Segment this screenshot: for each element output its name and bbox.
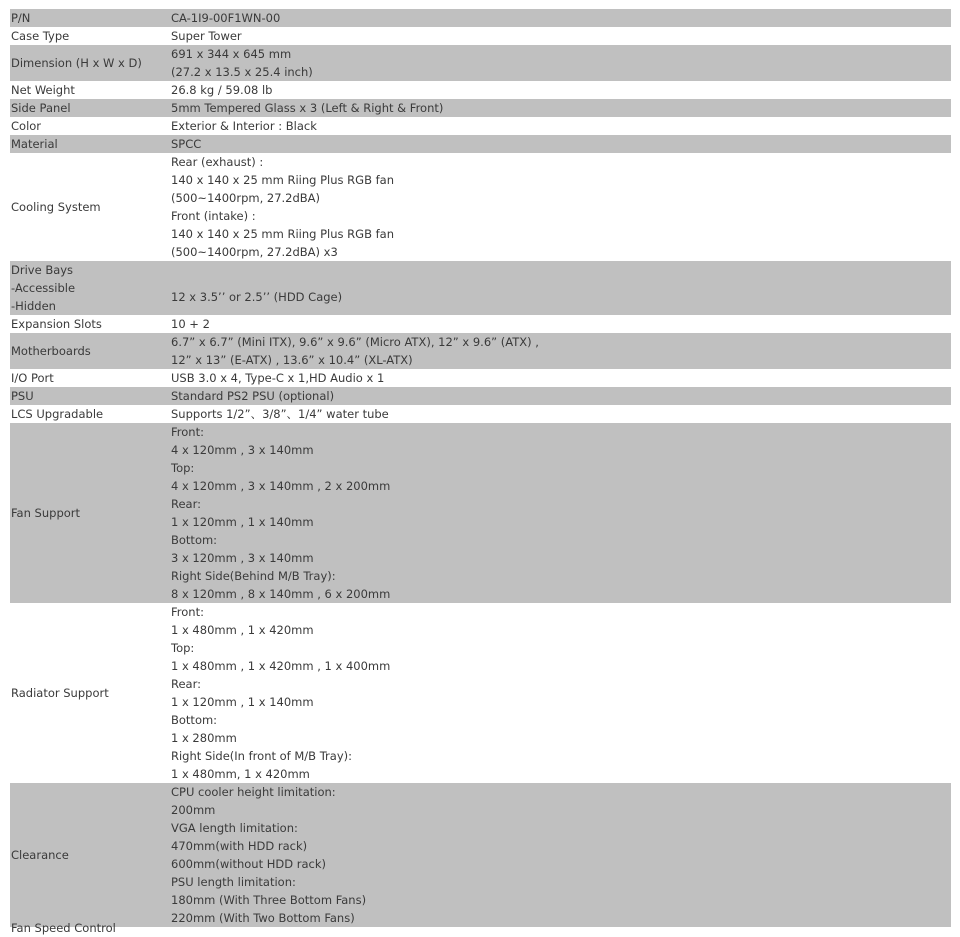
spec-row: [10, 9, 951, 27]
spec-value-line: Top:: [171, 461, 195, 475]
spec-value: [171, 387, 951, 405]
spec-label-line: Fan Support: [11, 506, 81, 520]
spec-value-line: 140 x 140 x 25 mm Riing Plus RGB fan: [171, 227, 395, 241]
spec-label: [10, 783, 171, 927]
spec-row: [10, 99, 951, 117]
spec-label: [10, 405, 171, 423]
spec-value-line: 10 + 2: [171, 317, 210, 331]
spec-label-line: Case Type: [11, 29, 70, 43]
spec-value-line: Supports 1/2”、3/8”、1/4” water tube: [171, 407, 389, 421]
spec-row: [10, 603, 951, 783]
spec-label-line: -Accessible: [11, 281, 76, 295]
spec-value: [171, 45, 951, 81]
spec-value-line: 6.7” x 6.7” (Mini ITX), 9.6” x 9.6” (Micro ATX), 12” x 9.6” (ATX) ,: [171, 335, 539, 349]
spec-value-line: VGA length limitation:: [171, 821, 298, 835]
spec-row: [10, 45, 951, 81]
spec-value: [171, 261, 951, 315]
spec-value-line: 1 x 480mm , 1 x 420mm , 1 x 400mm: [171, 659, 391, 673]
spec-value-line: 1 x 280mm: [171, 731, 237, 745]
spec-value-line: 1 x 480mm , 1 x 420mm: [171, 623, 314, 637]
spec-label-line: Clearance: [11, 848, 69, 862]
spec-value-line: 12” x 13” (E-ATX) , 13.6” x 10.4” (XL-ATX): [171, 353, 413, 367]
spec-row: [10, 369, 951, 387]
spec-row: [10, 387, 951, 405]
spec-table: [10, 9, 951, 927]
spec-label: [10, 45, 171, 81]
spec-label-line: -Hidden: [11, 299, 56, 313]
spec-value-line: (27.2 x 13.5 x 25.4 inch): [171, 65, 313, 79]
spec-row: [10, 333, 951, 369]
spec-label-line: Dimension (H x W x D): [11, 56, 142, 70]
spec-value-line: (500~1400rpm, 27.2dBA) x3: [171, 245, 338, 259]
spec-row: [10, 135, 951, 153]
cropped-next-row: [11, 921, 116, 935]
spec-value-line: Bottom:: [171, 713, 218, 727]
spec-value-line: Front:: [171, 605, 204, 619]
spec-label: [10, 117, 171, 135]
spec-label: [10, 261, 171, 315]
spec-value: [171, 783, 951, 927]
spec-value-line: 3 x 120mm , 3 x 140mm: [171, 551, 314, 565]
spec-label: [10, 369, 171, 387]
spec-row: [10, 27, 951, 45]
spec-row: [10, 153, 951, 261]
spec-value-line: Top:: [171, 641, 195, 655]
spec-value-line: Right Side(In front of M/B Tray):: [171, 749, 353, 763]
spec-value: [171, 333, 951, 369]
spec-label-line: Side Panel: [11, 101, 71, 115]
spec-value-line: 200mm: [171, 803, 216, 817]
spec-value: [171, 27, 951, 45]
spec-label-line: Color: [11, 119, 42, 133]
spec-row: [10, 261, 951, 315]
spec-label-line: LCS Upgradable: [11, 407, 104, 421]
spec-value: [171, 405, 951, 423]
spec-label-line: Material: [11, 137, 58, 151]
spec-row: [10, 315, 951, 333]
spec-row: [10, 81, 951, 99]
spec-label: [10, 135, 171, 153]
spec-row: [10, 117, 951, 135]
spec-label-line: Motherboards: [11, 344, 91, 358]
spec-value: [171, 423, 951, 603]
spec-value-line: Bottom:: [171, 533, 218, 547]
spec-label: [10, 99, 171, 117]
spec-value-line: Front (intake) :: [171, 209, 256, 223]
spec-value: [171, 603, 951, 783]
spec-label-line: PSU: [11, 389, 34, 403]
spec-value-line: Exterior & Interior : Black: [171, 119, 317, 133]
spec-label: [10, 315, 171, 333]
spec-value-line: 8 x 120mm , 8 x 140mm , 6 x 200mm: [171, 587, 391, 601]
spec-value-line: 691 x 344 x 645 mm: [171, 47, 292, 61]
spec-value-line: Rear (exhaust) :: [171, 155, 264, 169]
spec-value-line: 5mm Tempered Glass x 3 (Left & Right & Front): [171, 101, 444, 115]
spec-value-line: 600mm(without HDD rack): [171, 857, 326, 871]
spec-table-body: [10, 9, 951, 927]
spec-value-line: 220mm (With Two Bottom Fans): [171, 911, 355, 925]
spec-value-line: 4 x 120mm , 3 x 140mm , 2 x 200mm: [171, 479, 391, 493]
spec-label-line: Expansion Slots: [11, 317, 102, 331]
spec-value-line: CA-1I9-00F1WN-00: [171, 11, 281, 25]
spec-label-line: Cooling System: [11, 200, 101, 214]
spec-label: [10, 81, 171, 99]
spec-value-line: 140 x 140 x 25 mm Riing Plus RGB fan: [171, 173, 395, 187]
spec-value: [171, 81, 951, 99]
spec-value-line: Rear:: [171, 677, 201, 691]
spec-value-line: 470mm(with HDD rack): [171, 839, 308, 853]
spec-label-line: Net Weight: [11, 83, 75, 97]
spec-value: [171, 99, 951, 117]
spec-value-line: CPU cooler height limitation:: [171, 785, 336, 799]
spec-value: [171, 135, 951, 153]
spec-value-line: USB 3.0 x 4, Type-C x 1,HD Audio x 1: [171, 371, 385, 385]
spec-label-line: I/O Port: [11, 371, 54, 385]
spec-value-line: Front:: [171, 425, 204, 439]
spec-value: [171, 369, 951, 387]
spec-value-line: 26.8 kg / 59.08 lb: [171, 83, 273, 97]
spec-value: [171, 9, 951, 27]
spec-label-line: Radiator Support: [11, 686, 109, 700]
spec-value: [171, 315, 951, 333]
spec-value-line: Super Tower: [171, 29, 242, 43]
spec-label: [10, 27, 171, 45]
spec-value: [171, 153, 951, 261]
spec-label: [10, 153, 171, 261]
spec-label-line: P/N: [11, 11, 31, 25]
spec-value-line: PSU length limitation:: [171, 875, 296, 889]
spec-value-line: Standard PS2 PSU (optional): [171, 389, 335, 403]
spec-label: [10, 603, 171, 783]
spec-value-line: Rear:: [171, 497, 201, 511]
spec-row: [10, 783, 951, 927]
spec-value-line: Right Side(Behind M/B Tray):: [171, 569, 336, 583]
spec-value-line: 1 x 480mm, 1 x 420mm: [171, 767, 310, 781]
cropped-next-row-label: Fan Speed Control: [11, 921, 116, 935]
spec-row: [10, 405, 951, 423]
spec-value-line: (500~1400rpm, 27.2dBA): [171, 191, 321, 205]
spec-label: [10, 423, 171, 603]
spec-value-line: 1 x 120mm , 1 x 140mm: [171, 515, 314, 529]
spec-label: [10, 9, 171, 27]
spec-label-line: Drive Bays: [11, 263, 74, 277]
spec-value-line: 4 x 120mm , 3 x 140mm: [171, 443, 314, 457]
spec-value-line: SPCC: [171, 137, 202, 151]
spec-label: [10, 387, 171, 405]
spec-value: [171, 117, 951, 135]
spec-value-line: 1 x 120mm , 1 x 140mm: [171, 695, 314, 709]
spec-value-line: 180mm (With Three Bottom Fans): [171, 893, 367, 907]
spec-value-line: 12 x 3.5’’ or 2.5’’ (HDD Cage): [171, 290, 343, 304]
spec-label: [10, 333, 171, 369]
spec-row: [10, 423, 951, 603]
